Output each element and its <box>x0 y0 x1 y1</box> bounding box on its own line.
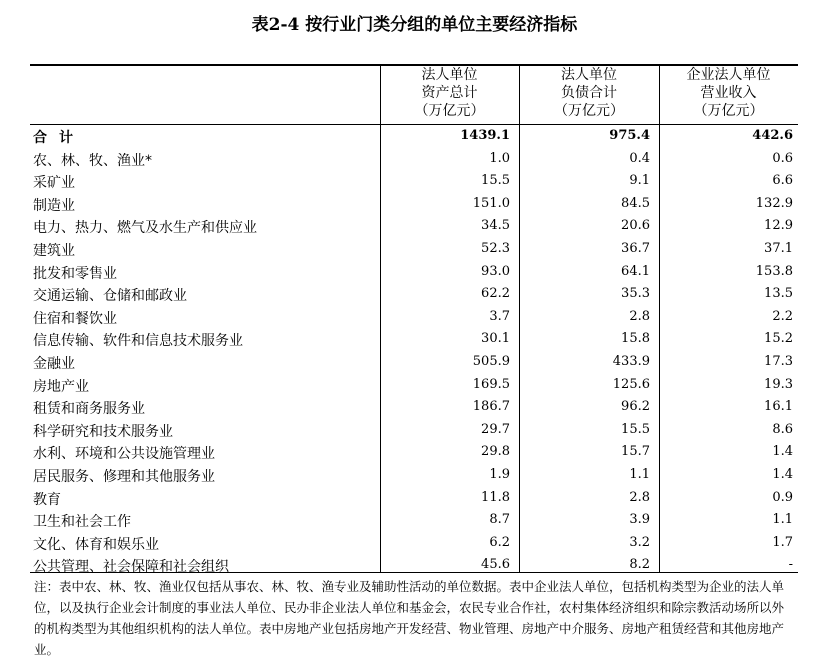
revenue-value: 17.3 <box>764 353 793 369</box>
revenue-value: 132.9 <box>755 195 793 211</box>
table-row <box>30 441 798 464</box>
row-label: 建筑业 <box>33 242 75 259</box>
table-row <box>30 396 798 419</box>
table-row <box>30 193 798 216</box>
row-label: 房地产业 <box>33 378 89 395</box>
revenue-value: 153.8 <box>755 263 793 279</box>
assets-value: 1439.1 <box>460 128 510 143</box>
row-label: 文化、体育和娱乐业 <box>33 536 159 553</box>
table-row <box>30 148 798 171</box>
table-row <box>30 554 798 577</box>
assets-value: 169.5 <box>472 376 510 392</box>
liabilities-value: 2.8 <box>629 308 650 324</box>
assets-value: 186.7 <box>472 399 510 415</box>
header-revenue <box>659 66 798 122</box>
revenue-value: 16.1 <box>764 399 793 415</box>
liabilities-value: 975.4 <box>609 128 650 143</box>
assets-value: 62.2 <box>481 286 510 302</box>
table-row <box>30 374 798 397</box>
row-label: 信息传输、软件和信息技术服务业 <box>33 333 243 350</box>
header-line: 资产总计 <box>421 85 478 101</box>
assets-value: 30.1 <box>481 331 510 347</box>
assets-value: 34.5 <box>481 218 510 234</box>
assets-value: 52.3 <box>481 240 510 256</box>
liabilities-value: 1.1 <box>629 466 650 482</box>
liabilities-value: 20.6 <box>621 218 650 234</box>
revenue-value: 0.6 <box>772 150 793 166</box>
table-row <box>30 487 798 510</box>
assets-value: 29.8 <box>481 444 510 460</box>
revenue-value: 1.1 <box>772 512 793 528</box>
revenue-value: - <box>788 557 793 573</box>
row-label: 科学研究和技术服务业 <box>33 423 173 440</box>
liabilities-value: 433.9 <box>612 353 650 369</box>
revenue-value: 6.6 <box>772 173 793 189</box>
table-row <box>30 238 798 261</box>
revenue-value: 1.4 <box>772 466 793 482</box>
liabilities-value: 36.7 <box>621 240 650 256</box>
assets-value: 93.0 <box>481 263 510 279</box>
table-row <box>30 532 798 555</box>
revenue-value: 12.9 <box>764 218 793 234</box>
assets-value: 6.2 <box>489 534 510 550</box>
revenue-value: 19.3 <box>764 376 793 392</box>
revenue-value: 37.1 <box>764 240 793 256</box>
row-label: 电力、热力、燃气及水生产和供应业 <box>33 220 257 237</box>
header-line: 负债合计 <box>561 85 617 101</box>
liabilities-value: 3.2 <box>629 534 650 550</box>
revenue-value: 1.7 <box>772 534 793 550</box>
revenue-value: 1.4 <box>772 444 793 460</box>
revenue-value: 0.9 <box>772 489 793 505</box>
row-label: 农、林、牧、渔业* <box>33 152 152 169</box>
row-label: 水利、环境和公共设施管理业 <box>33 446 215 463</box>
table-row <box>30 170 798 193</box>
header-line: （万亿元） <box>693 103 764 119</box>
row-label: 居民服务、修理和其他服务业 <box>33 468 215 485</box>
liabilities-value: 64.1 <box>621 263 650 279</box>
row-label: 公共管理、社会保障和社会组织 <box>33 559 229 576</box>
header-line: 企业法人单位 <box>686 67 771 83</box>
row-label: 合计 <box>33 130 85 146</box>
table-body <box>30 125 798 577</box>
assets-value: 11.8 <box>481 489 510 505</box>
liabilities-value: 3.9 <box>629 512 650 528</box>
row-label: 卫生和社会工作 <box>33 514 131 531</box>
header-liabilities <box>519 66 659 122</box>
row-label: 金融业 <box>33 355 75 372</box>
header-line: （万亿元） <box>554 103 624 119</box>
assets-value: 15.5 <box>481 173 510 189</box>
table-row <box>30 351 798 374</box>
table-row <box>30 464 798 487</box>
liabilities-value: 35.3 <box>621 286 650 302</box>
liabilities-value: 0.4 <box>629 150 650 166</box>
table-row <box>30 283 798 306</box>
assets-value: 151.0 <box>472 195 510 211</box>
row-label: 批发和零售业 <box>33 265 117 282</box>
header-line: 营业收入 <box>700 85 757 101</box>
revenue-value: 442.6 <box>752 128 793 143</box>
header-assets <box>380 66 519 122</box>
revenue-value: 2.2 <box>772 308 793 324</box>
liabilities-value: 15.8 <box>621 331 650 347</box>
liabilities-value: 96.2 <box>621 399 650 415</box>
liabilities-value: 8.2 <box>629 557 650 573</box>
row-label: 制造业 <box>33 197 75 214</box>
liabilities-value: 84.5 <box>621 195 650 211</box>
assets-value: 1.9 <box>489 466 510 482</box>
footnote: 注：表中农、林、牧、渔业仅包括从事农、林、牧、渔专业及辅助性活动的单位数据。表中企业法人单位，包括机构类型为企业的法人单位，以及执行企业会计制度的事业法人单位、民办非企业法人单位和基金会，农民专业合作社，农村集体经济组织和除宗教活动场所以外的机构类型为其他组织机构的法人单位。表中房地产业包括房地产开发经营、物业管理、房地产中介服务、房地产租赁经营和其他房地产业。 <box>34 579 785 657</box>
table-row <box>30 509 798 532</box>
table-row <box>30 261 798 284</box>
header-line: （万亿元） <box>414 103 485 119</box>
revenue-value: 15.2 <box>764 331 793 347</box>
row-label: 教育 <box>33 491 61 508</box>
header-line: 法人单位 <box>561 67 617 83</box>
assets-value: 505.9 <box>472 353 510 369</box>
liabilities-value: 15.7 <box>621 444 650 460</box>
liabilities-value: 15.5 <box>621 421 650 437</box>
row-label: 住宿和餐饮业 <box>33 310 117 327</box>
header-line: 法人单位 <box>421 67 478 83</box>
table-row <box>30 328 798 351</box>
total-row <box>30 125 798 148</box>
revenue-value: 13.5 <box>764 286 793 302</box>
liabilities-value: 9.1 <box>629 173 650 189</box>
table-row <box>30 419 798 442</box>
row-label: 采矿业 <box>33 175 75 192</box>
assets-value: 3.7 <box>489 308 510 324</box>
assets-value: 29.7 <box>481 421 510 437</box>
table-row <box>30 306 798 329</box>
assets-value: 8.7 <box>489 512 510 528</box>
assets-value: 1.0 <box>489 150 510 166</box>
table-title: 表2-4 按行业门类分组的单位主要经济指标 <box>251 15 578 35</box>
table-row <box>30 215 798 238</box>
liabilities-value: 125.6 <box>612 376 650 392</box>
assets-value: 45.6 <box>481 557 510 573</box>
row-label: 租赁和商务服务业 <box>33 401 145 418</box>
row-label: 交通运输、仓储和邮政业 <box>33 288 187 305</box>
revenue-value: 8.6 <box>772 421 793 437</box>
liabilities-value: 2.8 <box>629 489 650 505</box>
